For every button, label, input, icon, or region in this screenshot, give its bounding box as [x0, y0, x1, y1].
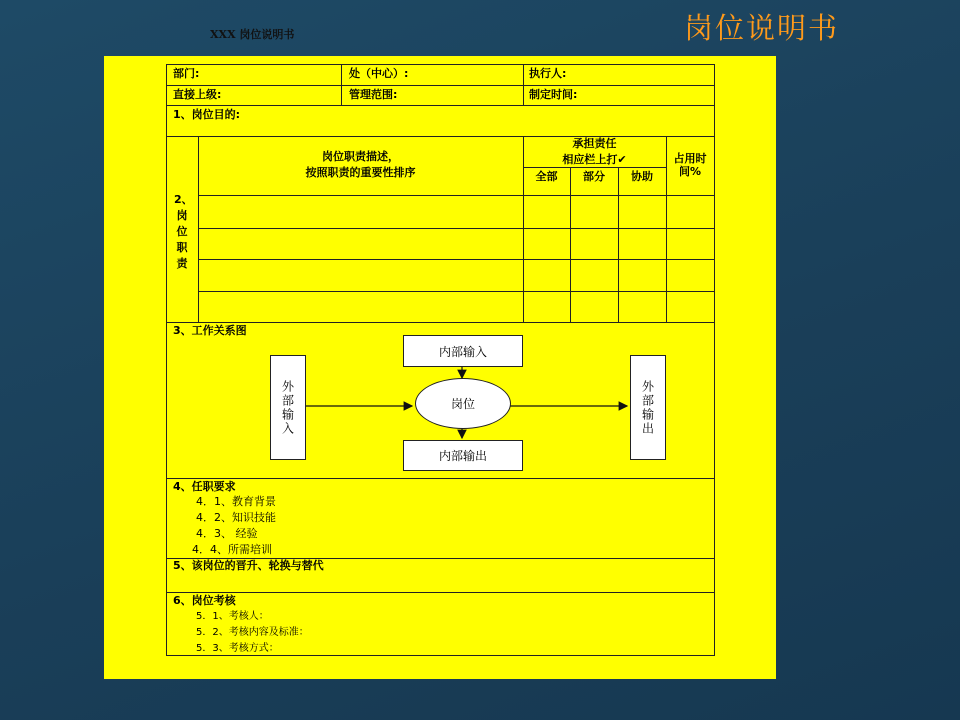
scope-label: 管理范围:	[349, 88, 398, 101]
purpose-label: 1、岗位目的:	[173, 108, 241, 121]
duties-side-label: 2、岗位职责	[174, 193, 193, 270]
external-output-label: 外部输出	[640, 379, 655, 436]
col-assist: 协助	[631, 170, 653, 183]
col-all: 全部	[535, 170, 558, 183]
slide-title: 岗位说明书	[684, 11, 840, 45]
internal-input-label: 内部输入	[438, 344, 487, 359]
promotion-label: 5、该岗位的晋升、轮换与替代	[173, 559, 324, 572]
internal-input-box	[403, 335, 523, 367]
assessment-title: 6、岗位考核	[173, 594, 236, 607]
requirement-item: 4．4、所需培训	[192, 543, 272, 556]
col-part: 部分	[583, 170, 605, 183]
responsibility-header: 承担责任	[572, 137, 617, 150]
supervisor-label: 直接上级:	[173, 88, 222, 101]
office-label: 处（中心）:	[349, 67, 409, 80]
assessment-item: 5．2、考核内容及标准：	[196, 627, 309, 638]
internal-output-label: 内部输出	[438, 449, 487, 463]
external-input-box	[270, 355, 306, 460]
assessment-item: 5．1、考核人：	[196, 611, 269, 622]
executor-label: 执行人:	[529, 67, 567, 80]
relations-title: 3、工作关系图	[173, 324, 247, 337]
date-label: 制定时间:	[529, 88, 578, 101]
assessment-item: 5．3、考核方式：	[196, 643, 279, 654]
responsibility-hint: 相应栏上打✔	[562, 153, 627, 166]
requirements-title: 4、任职要求	[173, 480, 236, 493]
position-node	[415, 378, 511, 429]
dept-label: 部门:	[173, 67, 200, 80]
internal-output-box	[403, 440, 523, 471]
requirement-item: 4．1、教育背景	[196, 495, 276, 508]
external-output-box	[630, 355, 666, 460]
position-label: 岗位	[450, 397, 475, 411]
time-share-header: 占用时间%	[673, 152, 707, 178]
document-header: XXX 岗位说明书	[210, 28, 295, 41]
requirement-item: 4．3、 经验	[196, 527, 258, 540]
external-input-label: 外部输入	[280, 379, 295, 436]
requirement-item: 4．2、知识技能	[196, 511, 276, 524]
duties-desc-line1: 岗位职责描述，	[322, 150, 399, 163]
duties-desc-line2: 按照职责的重要性排序	[305, 166, 416, 179]
